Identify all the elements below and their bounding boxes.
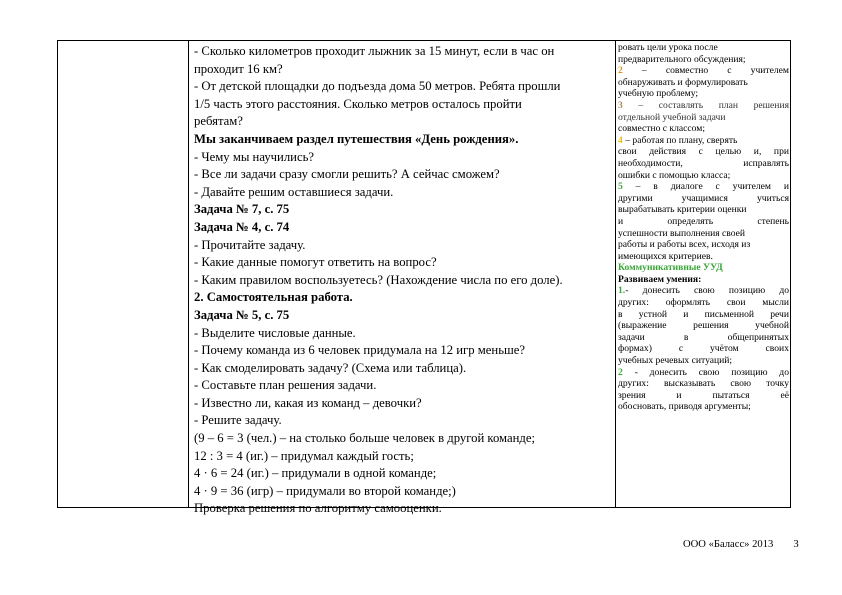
activity-line: - Чему мы научились?: [194, 149, 315, 164]
uud-line-text: вырабатывать критерии оценки: [618, 204, 747, 216]
activity-line: Проверка решения по алгоритму самооценки.: [194, 501, 442, 516]
uud-line: [618, 158, 789, 170]
activity-line: - От детской площадки до подъезда дома 50 метров. Ребята прошли: [194, 79, 561, 94]
uud-column: [618, 42, 789, 508]
uud-line: [618, 193, 789, 205]
uud-line: [618, 65, 789, 77]
uud-line: [618, 309, 789, 321]
activity-line: - Как смоделировать задачу? (Схема или таблица).: [194, 360, 467, 375]
uud-line: [618, 77, 789, 89]
uud-line: [618, 135, 789, 147]
uud-item-number: 2: [618, 65, 623, 77]
uud-line: [618, 343, 789, 355]
uud-line-text: – составлять план решения: [622, 99, 789, 111]
uud-line: [618, 355, 789, 367]
activity-line: - Известно ли, какая из команд – девочки?: [194, 395, 422, 410]
uud-line: [618, 88, 789, 100]
uud-line: [618, 262, 789, 274]
uud-line: [618, 378, 789, 390]
uud-line: [618, 239, 789, 251]
uud-line: [618, 181, 789, 193]
uud-line: [618, 320, 789, 332]
uud-line-text: ошибки с помощью класса;: [618, 169, 731, 181]
uud-line-text: успешности выполнения своей: [618, 227, 746, 239]
page-footer: [683, 539, 799, 550]
activity-line: - Почему команда из 6 человек придумала на 12 игр меньше?: [194, 343, 526, 358]
uud-line: [618, 390, 789, 402]
uud-line-text: – совместно с учителем: [622, 65, 789, 77]
uud-line-text: обнаруживать и формулировать: [618, 76, 748, 88]
activity-line: - Какие данные помогут ответить на вопрос?: [194, 255, 437, 270]
activity-line: - Составьте план решения задачи.: [194, 378, 377, 393]
activity-line: ребятам?: [194, 114, 243, 129]
uud-line-text: других: высказывать свою точку: [618, 378, 789, 390]
activity-line: Задача № 5, с. 75: [194, 307, 290, 322]
uud-line-text: отдельной учебной задачи: [618, 111, 726, 123]
activity-line: - Решите задачу.: [194, 413, 282, 428]
uud-line-text: Коммуникативные УУД: [618, 262, 723, 274]
uud-line: [618, 112, 789, 124]
activity-line: - Сколько километров проходит лыжник за 15 минут, если в час он: [194, 44, 555, 58]
column-divider-right: [615, 41, 616, 507]
uud-item-number: 2: [618, 366, 623, 378]
uud-line: [618, 274, 789, 286]
uud-line: [618, 297, 789, 309]
uud-line-text: обосновать, приводя аргументы;: [618, 401, 751, 413]
uud-line: [618, 216, 789, 228]
uud-item-number: 4: [618, 134, 623, 146]
uud-line: [618, 123, 789, 135]
uud-line: [618, 42, 789, 54]
activity-line: Задача № 4, с. 74: [194, 219, 290, 234]
activity-line: (9 – 6 = 3 (чел.) – на столько больше человек в другой команде;: [194, 431, 536, 446]
uud-line-text: необходимости, исправлять: [618, 157, 789, 169]
uud-line-text: зрения и пытаться её: [618, 389, 789, 401]
uud-line: [618, 146, 789, 158]
activity-line: Мы заканчиваем раздел путешествия «День рождения».: [194, 131, 519, 146]
uud-line-text: учебную проблему;: [618, 88, 699, 100]
uud-line-text: и определять степень: [618, 215, 789, 227]
activity-line: Задача № 7, с. 75: [194, 202, 290, 217]
uud-line: [618, 54, 789, 66]
uud-line-text: - донесить свою позицию до: [625, 285, 789, 297]
uud-item-number: 3: [618, 99, 623, 111]
uud-line-text: ровать цели урока после: [618, 42, 718, 53]
uud-line: [618, 100, 789, 112]
uud-line: [618, 204, 789, 216]
uud-line: [618, 367, 789, 379]
uud-line-text: совместно с классом;: [618, 123, 705, 135]
activity-line: - Каким правилом воспользуетесь? (Нахождение числа по его доле).: [194, 272, 563, 287]
activity-line: 2. Самостоятельная работа.: [194, 290, 353, 305]
uud-line-text: другими учащимися учиться: [618, 192, 789, 204]
uud-line-text: - донесить свою позицию до: [622, 366, 789, 378]
lesson-table: [57, 40, 791, 516]
activity-line: проходит 16 км?: [194, 61, 283, 76]
uud-line-text: в устной и письменной речи: [618, 308, 789, 320]
uud-line-text: других: оформлять свои мысли: [618, 297, 789, 309]
column-divider-left: [188, 41, 189, 507]
activity-line: - Все ли задачи сразу смогли решить? А сейчас сможем?: [194, 167, 500, 182]
uud-line: [618, 332, 789, 344]
uud-line-text: предварительного обсуждения;: [618, 53, 746, 65]
footer-publisher: ООО «Баласс» 2013: [683, 539, 774, 550]
uud-line: [618, 170, 789, 182]
uud-line: [618, 285, 789, 297]
teacher-activity-column: [194, 43, 614, 516]
uud-line-text: – работая по плану, сверять: [622, 134, 738, 146]
activity-line: - Выделите числовые данные.: [194, 325, 356, 340]
uud-line: [618, 401, 789, 413]
uud-line-text: – в диалоге с учителем и: [622, 181, 789, 193]
activity-line: - Прочитайте задачу.: [194, 237, 306, 252]
uud-line-text: свои действия с целью и, при: [618, 146, 789, 158]
uud-line: [618, 251, 789, 263]
activity-line: 1/5 часть этого расстояния. Сколько метров осталось пройти: [194, 96, 522, 111]
uud-item-number: 5: [618, 181, 623, 193]
uud-line-text: учебных речевых ситуаций;: [618, 355, 733, 367]
activity-line: 12 : 3 = 4 (иг.) – придумал каждый гость;: [194, 448, 414, 463]
activity-line: 4 · 6 = 24 (иг.) – придумали в одной команде;: [194, 466, 437, 481]
activity-line: 4 · 9 = 36 (игр) – придумали во второй команде;): [194, 483, 456, 498]
uud-line: [618, 228, 789, 240]
uud-line-text: работы и работы всех, исходя из: [618, 239, 751, 251]
uud-item-number: 1.: [618, 285, 626, 297]
uud-line-text: задачи в общепринятых: [618, 331, 789, 343]
uud-line-text: Развиваем умения:: [618, 273, 702, 285]
uud-line-text: формах) с учётом своих: [618, 343, 789, 355]
activity-line: - Давайте решим оставшиеся задачи.: [194, 184, 394, 199]
uud-line-text: имеющихся критериев.: [618, 250, 713, 262]
uud-line-text: (выражение решения учебной: [618, 320, 789, 332]
page-number: 3: [793, 539, 799, 550]
